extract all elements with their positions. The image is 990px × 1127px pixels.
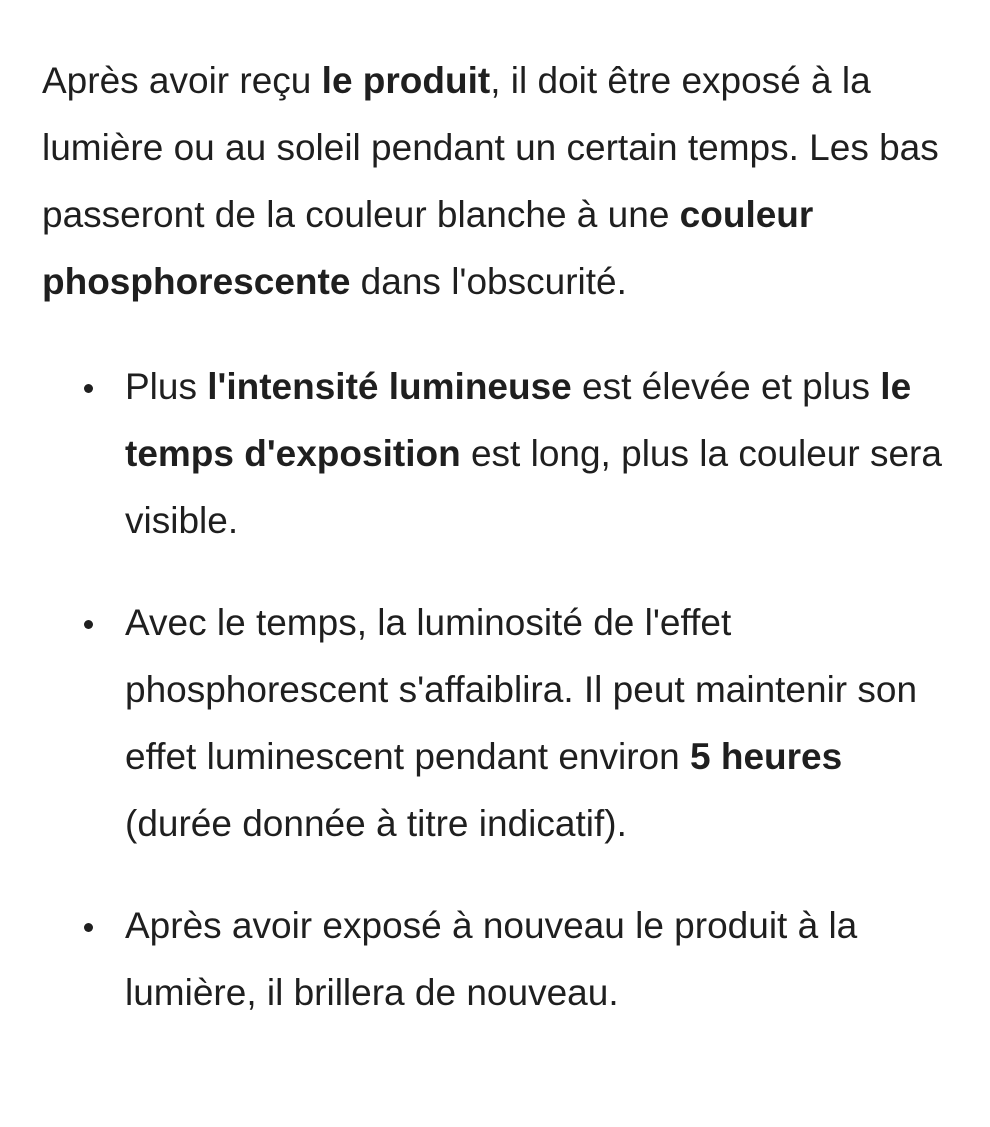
bullet-3-text-1: Après avoir exposé à nouveau le produit à la lumière, il brillera de nouveau. xyxy=(125,905,858,1013)
intro-bold-color: couleur phosphorescente xyxy=(42,194,814,302)
intro-text-2: , il doit être exposé à la lumière ou au soleil pendant un certain temps. Les bas passeront de la couleur blanche à une xyxy=(42,60,939,235)
bullet-1-bold-exposure: le temps d'exposition xyxy=(125,366,912,474)
bullet-list xyxy=(42,353,952,1026)
article-content xyxy=(42,47,952,1061)
list-item-recharge xyxy=(42,892,952,1026)
bullet-2-text-2: (durée donnée à titre indicatif). xyxy=(125,803,627,844)
list-item-intensity xyxy=(42,353,952,554)
bullet-2-bold-hours: 5 heures xyxy=(689,736,843,777)
list-item-duration xyxy=(42,589,952,857)
intro-paragraph xyxy=(42,47,952,315)
bullet-2-text-1: Avec le temps, la luminosité de l'effet phosphorescent s'affaiblira. Il peut maintenir son effet luminescent pendant environ xyxy=(125,602,918,777)
bullet-1-bold-intensity: l'intensité lumineuse xyxy=(207,366,572,407)
bullet-1-text-3: est long, plus la couleur sera visible. xyxy=(125,433,942,541)
bullet-1-text-1: Plus xyxy=(125,366,208,407)
intro-text-3: dans l'obscurité. xyxy=(350,261,627,302)
bullet-icon xyxy=(84,923,93,932)
intro-text-1: Après avoir reçu xyxy=(42,60,322,101)
bullet-1-text-2: est élevée et plus xyxy=(571,366,881,407)
bullet-icon xyxy=(84,620,93,629)
intro-bold-product: le produit xyxy=(321,60,491,101)
bullet-icon xyxy=(84,384,93,393)
